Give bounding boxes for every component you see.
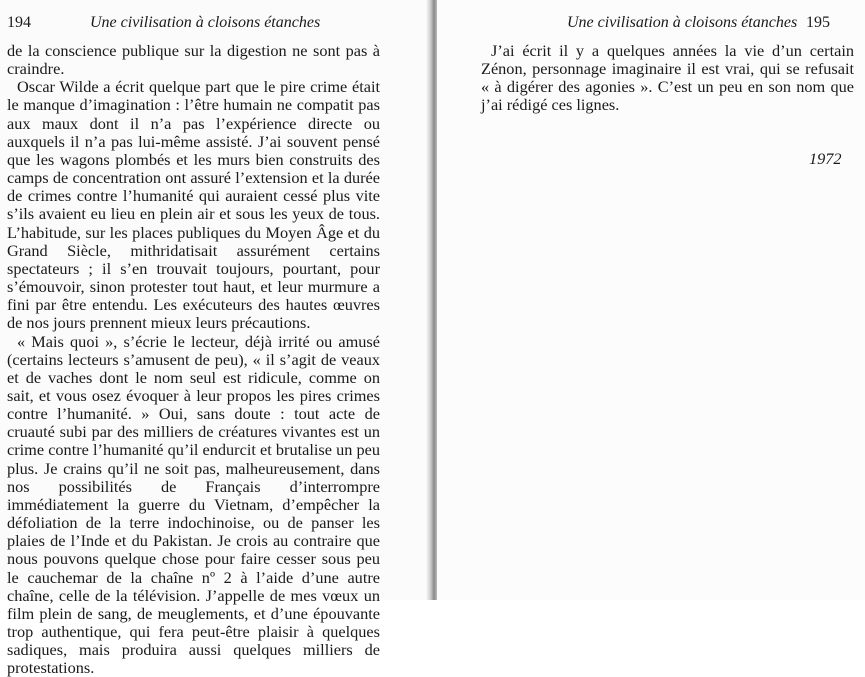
paragraph: J’ai écrit il y a quelques années la vie d’un certain Zénon, personnage imaginaire il est vrai, qui se refusait « à digérer des agonies ». C’est un peu en son nom que j’ai rédigé ces lignes.	[481, 42, 854, 115]
right-page-number: 195	[806, 14, 830, 32]
left-page	[0, 0, 431, 600]
left-page-number: 194	[7, 14, 31, 32]
left-body-text	[7, 42, 380, 677]
left-running-title: Une civilisation à cloisons étanches	[90, 14, 320, 32]
right-body-text	[481, 42, 854, 115]
right-running-title: Une civilisation à cloisons étanches	[567, 14, 797, 32]
paragraph: Oscar Wilde a écrit quelque part que le pire crime était le manque d’imagination : l’être humain ne compatit pas aux maux dont il n’a pas l’expérience directe ou auxquels il n’a pas lui-même assisté. J’ai souvent pensé que les wagons plombés et les murs bien construits des camps de concentration ont assuré l’extension et la durée de crimes contre l’humanité qui auraient cessé plus vite s’ils avaient eu lieu en plein air et sous les yeux de tous. L’habitude, sur les places publiques du Moyen Âge et du Grand Siècle, mithridatisait assurément certains spectateurs ; il s’en trouvait toujours, pourtant, pour s’émouvoir, sinon protester tout haut, et leur murmure a fini par être entendu. Les exécuteurs des hautes œuvres de nos jours prennent mieux leurs précautions.	[7, 78, 380, 332]
date-line: 1972	[809, 149, 842, 169]
paragraph: de la conscience publique sur la digestion ne sont pas à craindre.	[7, 42, 380, 78]
paragraph: « Mais quoi », s’écrie le lecteur, déjà irrité ou amusé (certains lecteurs s’amusent de peu), « il s’agit de veaux et de vaches dont le nom seul est ridicule, comme on sait, et vous osez évoquer à leur propos les pires crimes contre l’humanité. » Oui, sans doute : tout acte de cruauté subi par des milliers de créatures vivantes est un crime contre l’humanité qu’il endurcit et brutalise un peu plus. Je crains qu’il ne soit pas, malheureusement, dans nos possibilités de Français d’interrompre immédiatement la guerre du Vietnam, d’empêcher la défoliation de la terre indochinoise, ou de panser les plaies de l’Inde et du Pakistan. Je crois au contraire que nous pouvons quelque chose pour faire cesser sous peu le cauchemar de la chaîne nº 2 à l’aide d’une autre chaîne, celle de la télévision. J’appelle de mes vœux un film plein de sang, de meuglements, et d’une épouvante trop authentique, qui fera peut-être plaisir à quelques sadiques, mais produira aussi quelques milliers de protestations.	[7, 333, 380, 677]
right-page	[437, 0, 865, 600]
